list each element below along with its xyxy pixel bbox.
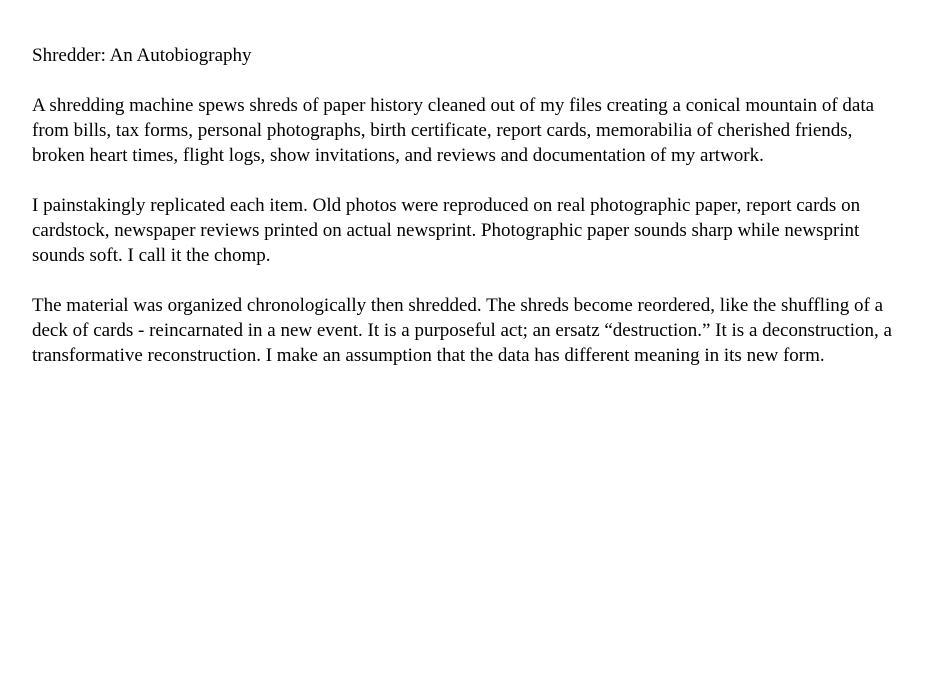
document-body <box>32 43 904 393</box>
paragraph-3: The material was organized chronologically then shredded. The shreds become reordered, like the shuffling of a deck of cards - reincarnated in a new event. It is a purposeful act; an ersatz “destruction.” It is a deconstruction, a transformative reconstruction. I make an assumption that the data has different meaning in its new form. <box>32 295 892 366</box>
document-title: Shredder: An Autobiography <box>32 45 252 66</box>
paragraph-1: A shredding machine spews shreds of paper history cleaned out of my files creating a conical mountain of data from bills, tax forms, personal photographs, birth certificate, report cards, memorabilia of cherished friends, broken heart times, flight logs, show invitations, and reviews and documentation of my artwork. <box>32 95 875 166</box>
paragraph-2: I painstakingly replicated each item. Old photos were reproduced on real photographic paper, report cards on cardstock, newspaper reviews printed on actual newsprint. Photographic paper sounds sharp while newsprint sounds soft. I call it the chomp. <box>32 195 861 266</box>
